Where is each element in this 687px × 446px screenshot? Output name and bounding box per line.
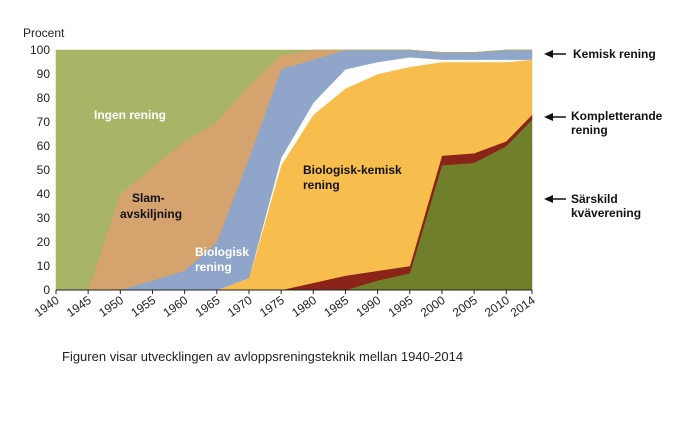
y-tick-label: 60: [36, 139, 50, 153]
x-tick-label: 1965: [192, 292, 223, 320]
figure-caption: Figuren visar utvecklingen av avloppsreningsteknik mellan 1940-2014: [62, 349, 464, 364]
x-tick-label: 2005: [449, 292, 480, 320]
x-tick-label: 1985: [321, 292, 352, 320]
y-tick-label: 20: [36, 235, 50, 249]
x-tick-label: 1955: [128, 292, 159, 320]
label-biologisk-line1: Biologisk: [195, 245, 250, 259]
label-kompletterande-line2: rening: [571, 123, 608, 137]
label-kompletterande-line1: Kompletterande: [571, 109, 663, 123]
y-tick-label: 90: [36, 67, 50, 81]
arrow-kemisk: [544, 50, 566, 58]
x-tick-label: 2010: [482, 292, 512, 320]
x-tick-label: 1975: [256, 292, 287, 320]
x-tick-label: 1960: [160, 292, 191, 320]
label-slam-line1: Slam-: [132, 191, 165, 205]
x-tick-label: 2000: [417, 292, 448, 320]
y-tick-label: 30: [36, 211, 50, 225]
label-slam-line2: avskiljning: [120, 207, 183, 221]
label-sarskild-line2: kväverening: [571, 206, 642, 220]
x-tick-label: 1980: [289, 292, 320, 320]
label-biokemisk-line2: rening: [303, 178, 340, 192]
arrow-kompletterande: [544, 113, 566, 121]
y-tick-label: 40: [36, 187, 50, 201]
x-tick-label: 2014: [507, 292, 538, 320]
x-tick-label: 1990: [353, 292, 384, 320]
area-series-group: [56, 50, 532, 290]
y-tick-label: 100: [29, 43, 50, 57]
y-axis-title: Procent: [23, 26, 65, 40]
y-tick-label: 50: [36, 163, 50, 177]
y-tick-label: 10: [36, 259, 50, 273]
x-axis-ticks: [32, 290, 538, 320]
y-tick-label: 80: [36, 91, 50, 105]
y-axis-ticks: [30, 43, 50, 297]
label-biologisk-line2: rening: [195, 260, 232, 274]
y-tick-label: 70: [36, 115, 50, 129]
y-tick-label: 0: [43, 283, 50, 297]
x-tick-label: 1995: [385, 292, 416, 320]
x-tick-label: 1950: [96, 292, 127, 320]
x-tick-label: 1940: [31, 292, 62, 320]
arrow-sarskild: [544, 195, 566, 203]
x-tick-label: 1945: [63, 292, 94, 320]
x-tick-label: 1970: [224, 292, 255, 320]
label-biokemisk-line1: Biologisk-kemisk: [303, 163, 402, 177]
label-sarskild-line1: Särskild: [571, 192, 618, 206]
label-kemisk-rening: Kemisk rening: [573, 47, 656, 61]
label-ingen-rening: Ingen rening: [94, 108, 166, 122]
